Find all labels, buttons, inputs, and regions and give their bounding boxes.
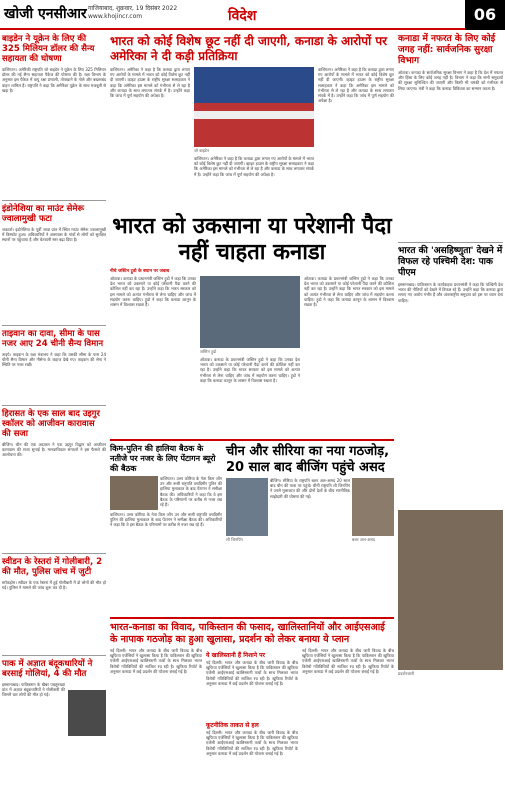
article-body-cont: नई दिल्ली। भारत और कनाडा के बीच जारी विवाद के बीच खुफिया एजेंसियों ने खुलासा किया है कि पाकिस्तान की खुफिया एजेंसी आईएसआई खालिस्तानी तत्वों के साथ मिलकर भारत विरोधी गतिविधियों की साजिश रच रही है। खुफिया रिपोर्ट के अनुसार कनाडा में कई प्रदर्शन की योजना बनाई गई है। (206, 660, 298, 686)
article-body-cont3: नई दिल्ली। भारत और कनाडा के बीच जारी विवाद के बीच खुफिया एजेंसियों ने खुलासा किया है कि पाकिस्तान की खुफिया एजेंसी आईएसआई खालिस्तानी तत्वों के साथ मिलकर भारत विरोधी गतिविधियों की साजिश रच रही है। खुफिया रिपोर्ट के अनुसार कनाडा में कई प्रदर्शन की योजना बनाई गई है। (302, 648, 394, 674)
article-pakistan-shooting (2, 659, 106, 746)
article-body-cont: वाशिंगटन। उत्तर कोरिया के नेता किम जोंग उन और रूसी राष्ट्रपति व्लादिमीर पुतिन की हालिया मुलाकात के बाद पेंटागन ने समीक्षा बैठक की। अधिकारियों ने कहा कि वे इस बैठक के परिणामों पर करीब से नजर रख रहे हैं। (110, 512, 222, 528)
headline: हिरासत के एक साल बाद उइगुर स्कॉलर को आजीवन कारावास की सजा (2, 409, 100, 439)
article-body: वाशिंगटन। अमेरिकी राष्ट्रपति जो बाइडेन ने यूक्रेन के लिए 325 मिलियन डॉलर की नई सैन्य सहायता पैकेज की घोषणा की है। रक्षा विभाग के अनुसार इस पैकेज में वायु रक्षा प्रणाली, तोपखाने के गोले और बख्तरबंद वाहन शामिल हैं। राष्ट्रपति ने कहा कि अमेरिका यूक्रेन के साथ मजबूती से खड़ा है। (2, 67, 106, 93)
article-body-cont: वाशिंगटन। अमेरिका ने कहा है कि कनाडा द्वारा लगाए गए आरोपों के मामले में भारत को कोई विशेष छूट नहीं दी जाएगी। व्हाइट हाउस के राष्ट्रीय सुरक्षा सलाहकार ने कहा कि अमेरिका इस मामले को गंभीरता से ले रहा है और कनाडा के साथ लगातार संपर्क में है। उन्होंने कहा कि जांच में पूर्ण सहयोग की अपेक्षा है। (194, 156, 314, 177)
article-body: इस्लामाबाद। पाकिस्तान के खैबर पख्तूनख्वा प्रांत में अज्ञात बंदूकधारियों ने गोलीबारी की जिसमें चार लोगों की मौत हो गई। (2, 682, 65, 698)
article-body: जकार्ता। इंडोनेशिया के पूर्वी जावा प्रांत में स्थित माउंट सेमेरू ज्वालामुखी में विस्फोट हुआ। अधिकारियों ने आसपास के गांवों से लोगों को सुरक्षित स्थानों पर पहुंचाया है और चेतावनी स्तर बढ़ा दिया है। (2, 227, 106, 243)
subheading: ये खालिस्तानी हैं निशाने पर (206, 652, 266, 659)
xi-photo (226, 478, 268, 536)
article-body: नई दिल्ली। भारत और कनाडा के बीच जारी विवाद के बीच खुफिया एजेंसियों ने खुलासा किया है कि पाकिस्तान की खुफिया एजेंसी आईएसआई खालिस्तानी तत्वों के साथ मिलकर भारत विरोधी गतिविधियों की साजिश रच रही है। खुफिया रिपोर्ट के अनुसार कनाडा में कई प्रदर्शन की योजना बनाई गई है। (110, 648, 202, 674)
headline: किम-पुतिन की हालिया बैठक के नतीजे पर नजर के लिए पेंटागन ब्यूरो की बैठक (110, 444, 216, 473)
photo-caption: जस्टिन ट्रूडो (200, 349, 217, 354)
article-china-syria (226, 444, 394, 614)
article-uyghur (2, 409, 106, 550)
article-body: इस्लामाबाद। पाकिस्तान के कार्यवाहक प्रधानमंत्री ने कहा कि पश्चिमी देश भारत की नीतियों को देखने में विफल रहे हैं। उन्होंने कहा कि कनाडा द्वारा लगाए गए आरोप गंभीर हैं और अंतरराष्ट्रीय समुदाय को इस पर ध्यान देना चाहिए। (398, 282, 503, 303)
divider (398, 242, 503, 243)
article-body: ओटावा। कनाडा के सार्वजनिक सुरक्षा विभाग ने कहा है कि देश में नफरत और हिंसा के लिए कोई जगह नहीं है। विभाग ने कहा कि सभी समुदायों की सुरक्षा सुनिश्चित की जाएगी और किसी भी धमकी को गंभीरता से लिया जाएगा। मंत्री ने कहा कि कनाडा विविधता का सम्मान करता है। (398, 70, 503, 91)
headline: पाक में अज्ञात बंदूकधारियों ने बरसाई गोलियां, 4 की मौत (2, 659, 93, 679)
photo-caption: शी जिनपिंग (226, 537, 243, 542)
page-number: 06 (465, 0, 505, 30)
headline: ताइवान का दावा, सीमा के पास नजर आए 24 चीनी सैन्य विमान (2, 329, 104, 349)
divider (2, 405, 106, 406)
photo-caption: जो बाइडेन (194, 148, 209, 153)
article-body: बीजिंग। सीरिया के राष्ट्रपति बशर अल-असद 20 साल बाद चीन की यात्रा पर पहुंचे। चीनी राष्ट्रपति शी जिनपिंग ने उनसे मुलाकात की और दोनों देशों के बीच रणनीतिक साझेदारी की घोषणा की गई। (270, 478, 350, 499)
subheading: कूटनीतिक ताकत से हल (206, 722, 259, 729)
issue-date: गाजियाबाद, शुक्रवार, 19 दिसंबर 2022 (88, 5, 178, 12)
article-taiwan (2, 329, 106, 402)
headline: भारत को उकसाना या परेशानी पैदा नहीं चाहता कनाडा (112, 214, 392, 265)
kim-putin-photo (110, 476, 158, 510)
divider (2, 325, 106, 326)
article-canada-security (398, 34, 503, 239)
masthead (0, 0, 505, 30)
protest-photo (398, 510, 503, 670)
divider (110, 439, 394, 441)
main-column (110, 34, 394, 782)
left-column (2, 34, 106, 746)
divider (2, 553, 106, 554)
article-canada-trudeau (110, 214, 394, 436)
article-kim-putin (110, 444, 222, 614)
divider (2, 655, 106, 656)
headline: भारत-कनाडा का विवाद, पाकिस्तान की फसाद, खालिस्तानियों और आईएसआई के नापाक गठजोड़ का हुआ खुलासा, प्रदर्शन को लेकर बनाया ये प्लान (110, 622, 385, 645)
divider (110, 617, 394, 619)
assad-photo (352, 478, 394, 536)
gunman-photo (68, 690, 106, 736)
article-body: वाशिंगटन। अमेरिका ने कहा है कि कनाडा द्वारा लगाए गए आरोपों के मामले में भारत को कोई विशेष छूट नहीं दी जाएगी। व्हाइट हाउस के राष्ट्रीय सुरक्षा सलाहकार ने कहा कि अमेरिका इस मामले को गंभीरता से ले रहा है और कनाडा के साथ लगातार संपर्क में है। उन्होंने कहा कि जांच में पूर्ण सहयोग की अपेक्षा है। (110, 67, 190, 99)
article-body-cont2: नई दिल्ली। भारत और कनाडा के बीच जारी विवाद के बीच खुफिया एजेंसियों ने खुलासा किया है कि पाकिस्तान की खुफिया एजेंसी आईएसआई खालिस्तानी तत्वों के साथ मिलकर भारत विरोधी गतिविधियों की साजिश रच रही है। खुफिया रिपोर्ट के अनुसार कनाडा में कई प्रदर्शन की योजना बनाई गई है। (206, 730, 298, 756)
trudeau-photo (200, 276, 300, 348)
headline: इंडोनेशिया का माउंट सेमेरू ज्वालामुखी फटा (2, 204, 85, 224)
article-body: वाशिंगटन। उत्तर कोरिया के नेता किम जोंग उन और रूसी राष्ट्रपति व्लादिमीर पुतिन की हालिया मुलाकात के बाद पेंटागन ने समीक्षा बैठक की। अधिकारियों ने कहा कि वे इस बैठक के परिणामों पर करीब से नजर रख रहे हैं। (160, 476, 222, 508)
section-title: विदेश (228, 8, 257, 24)
article-body-cont: ओटावा। कनाडा के प्रधानमंत्री जस्टिन ट्रूडो ने कहा कि उनका देश भारत को उकसाने या कोई परेशानी पैदा करने की कोशिश नहीं कर रहा है। उन्होंने कहा कि भारत सरकार को इस मामले को अत्यंत गंभीरता से लेना चाहिए और जांच में सहयोग करना चाहिए। ट्रूडो ने कहा कि कनाडा कानून के शासन में विश्वास रखता है। (200, 357, 300, 383)
masthead-meta (88, 5, 198, 21)
article-body: ताइपे। ताइवान के रक्षा मंत्रालय ने कहा कि उसकी सीमा के पास 24 चीनी सैन्य विमान और नौसेना के जहाज देखे गए। ताइवान की सेना ने स्थिति पर नजर रखी। (2, 352, 106, 368)
article-semeru (2, 204, 106, 322)
right-column (398, 34, 503, 677)
photo-caption: बशर अल-असद (352, 537, 376, 542)
article-biden-ukraine (2, 34, 106, 197)
kicker: नीचे जस्टिन ट्रूडो के बयान पर जवाब (110, 269, 170, 274)
biden-photo (194, 67, 314, 147)
article-sweden (2, 557, 106, 652)
headline: कनाडा में नफरत के लिए कोई जगह नहीं: सार्वजनिक सुरक्षा विभाग (398, 34, 496, 66)
article-body-cont2: वाशिंगटन। अमेरिका ने कहा है कि कनाडा द्वारा लगाए गए आरोपों के मामले में भारत को कोई विशेष छूट नहीं दी जाएगी। व्हाइट हाउस के राष्ट्रीय सुरक्षा सलाहकार ने कहा कि अमेरिका इस मामले को गंभीरता से ले रहा है और कनाडा के साथ लगातार संपर्क में है। उन्होंने कहा कि जांच में पूर्ण सहयोग की अपेक्षा है। (318, 67, 394, 104)
article-body: बीजिंग। चीन की एक अदालत ने एक उइगुर विद्वान को आजीवन कारावास की सजा सुनाई है। मानवाधिकार संगठनों ने इस फैसले की आलोचना की। (2, 442, 106, 458)
divider (2, 200, 106, 201)
headline: भारत की 'असहिष्णुता' देखने में विफल रहे पश्चिमी देश: पाक पीएम (398, 246, 503, 278)
website: www.khojincr.com (88, 13, 143, 20)
article-pak-pm (398, 246, 503, 506)
newspaper-logo: खोजी एनसीआर (4, 6, 87, 22)
headline: चीन और सीरिया का नया गठजोड़, 20 साल बाद बीजिंग पहुंचे असद (226, 444, 390, 475)
article-body: स्टॉकहोम। स्वीडन के एक रेस्तरां में हुई गोलीबारी में दो लोगों की मौत हो गई। पुलिस ने मामले की जांच शुरू कर दी है। (2, 580, 106, 591)
headline: बाइडेन ने यूक्रेन के लिए की 325 मिलियन डॉलर की सैन्य सहायता की घोषणा (2, 34, 95, 64)
photo-caption: प्रदर्शनकारी (398, 671, 415, 676)
headline: स्वीडन के रेस्तरां में गोलीबारी, 2 की मौत, पुलिस जांच में जुटी (2, 557, 103, 577)
article-khalistan-isi (110, 622, 394, 782)
headline: भारत को कोई विशेष छूट नहीं दी जाएगी, कनाडा के आरोपों पर अमेरिका ने दी कड़ी प्रतिक्रिया (110, 34, 388, 63)
article-us-response (110, 34, 394, 214)
article-body-cont2: ओटावा। कनाडा के प्रधानमंत्री जस्टिन ट्रूडो ने कहा कि उनका देश भारत को उकसाने या कोई परेशानी पैदा करने की कोशिश नहीं कर रहा है। उन्होंने कहा कि भारत सरकार को इस मामले को अत्यंत गंभीरता से लेना चाहिए और जांच में सहयोग करना चाहिए। ट्रूडो ने कहा कि कनाडा कानून के शासन में विश्वास रखता है। (304, 276, 394, 308)
article-body: ओटावा। कनाडा के प्रधानमंत्री जस्टिन ट्रूडो ने कहा कि उनका देश भारत को उकसाने या कोई परेशानी पैदा करने की कोशिश नहीं कर रहा है। उन्होंने कहा कि भारत सरकार को इस मामले को अत्यंत गंभीरता से लेना चाहिए और जांच में सहयोग करना चाहिए। ट्रूडो ने कहा कि कनाडा कानून के शासन में विश्वास रखता है। (110, 276, 196, 308)
